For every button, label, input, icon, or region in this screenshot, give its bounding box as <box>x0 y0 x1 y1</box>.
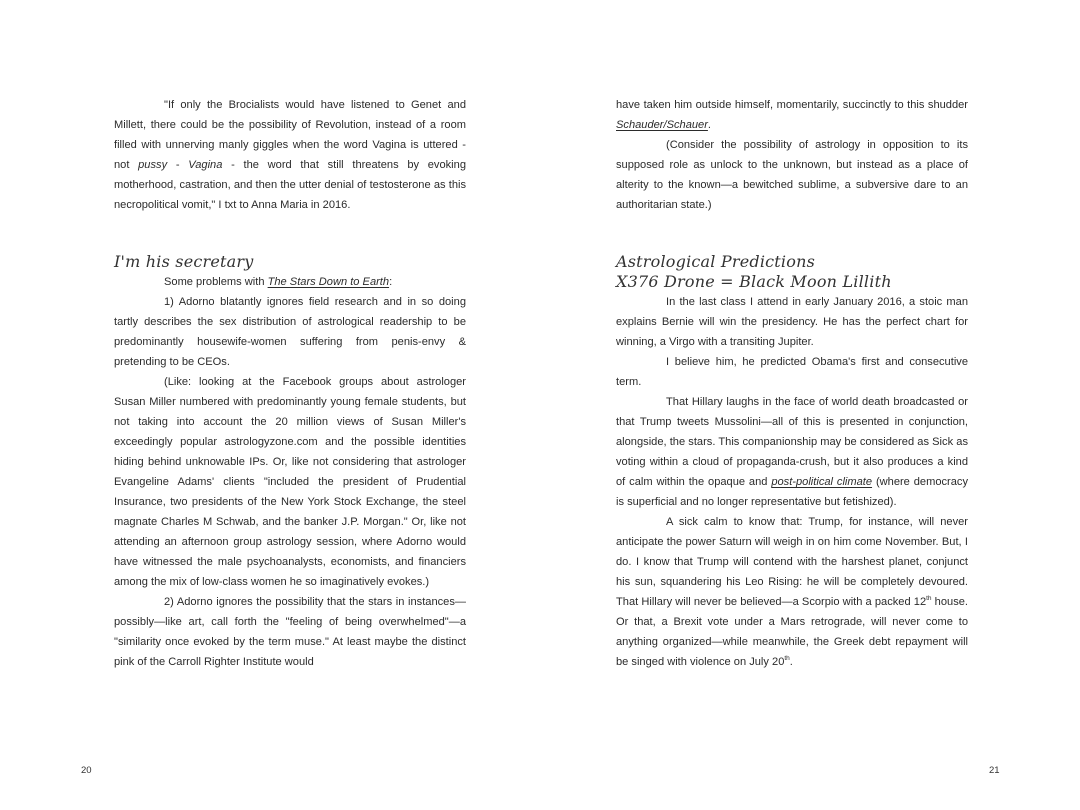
prediction-paragraph-3 <box>616 392 968 512</box>
quote-italic-1: pussy <box>138 159 168 171</box>
aside-paragraph: (Like: looking at the Facebook groups about astrologer Susan Miller numbered with predominantly young female students, but not taking into account the 20 million views of Susan Miller's exceedingly popular astrologyzone.com and the possible identities hiding behind unknowable IPs. Or, like not considering that astrologer Evangeline Adams' clients "included the president of Prudential Insurance, two presidents of the New York Stock Exchange, the steel magnate Charles M Schwab, and the banker J.P. Morgan." Or, like not attending an afternoon group astrology session, where Adorno would have witnessed the male psychoanalysts, economists, and financiers among the mix of low-class women he so imaginatively evokes.) <box>114 376 466 588</box>
page-number-right: 21 <box>989 765 1000 776</box>
left-section <box>114 252 466 672</box>
section-title-line-2: X376 Drone = Black Moon Lillith <box>616 272 892 291</box>
p3-text: (where democracy is superficial and no longer representative but fetishized). <box>616 476 968 508</box>
right-section <box>616 252 968 672</box>
right-page <box>540 0 1080 810</box>
section-title-predictions <box>616 252 968 292</box>
quote-text: "If only the Brocialists would have listened to Genet and Millett, there could be the possibility of Revolution, instead of a room filled with unnerving manly giggles when the word Vagina is uttered - not <box>114 99 466 171</box>
page-number-left: 20 <box>81 765 92 776</box>
p3-text: That Hillary laughs in the face of world death broadcasted or that Trump tweets Mussolini—all of this is presented in conjunction, alongside, the stars. This companionship may be considered as Sick as voting within a cloud of propaganda-crush, but it also produces a kind of calm within the opaque and <box>616 396 968 488</box>
quote-italic-2: Vagina <box>188 159 223 171</box>
ordinal-superscript: th <box>926 595 932 602</box>
section-title-text: I'm his secretary <box>114 252 254 271</box>
book-title-reference: The Stars Down to Earth <box>267 276 390 288</box>
p4-text: . <box>789 656 793 668</box>
quote-text: - the word that still threatens by evoking motherhood, castration, and then the utter denial of testosterone as this necropolitical vomit," I txt to Anna Maria in 2016. <box>114 159 466 211</box>
p4-text: A sick calm to know that: Trump, for instance, will never anticipate the power Saturn will weigh in on him come November. But, I do. I know that Trump will contend with the harshest planet, conjunct his sun, squandering his Leo Rising: he will be completely devoured. That Hillary will never be believed—a Scorpio with a packed 12 <box>616 516 968 608</box>
continuation-paragraph <box>616 95 968 135</box>
consider-paragraph: (Consider the possibility of astrology in opposition to its supposed role as unlock to the unknown, but instead as a place of alterity to the known—a bewitched sublime, a subversive dare to an authoritarian state.) <box>616 139 968 211</box>
prediction-paragraph-2: I believe him, he predicted Obama's first and consecutive term. <box>616 356 968 388</box>
prediction-paragraph-1: In the last class I attend in early January 2016, a stoic man explains Bernie will win the presidency. He has the perfect chart for winning, a Virgo with a transiting Jupiter. <box>616 296 968 348</box>
schauder-reference: Schauder/Schauer <box>616 119 708 131</box>
quote-paragraph <box>114 95 466 215</box>
section-title <box>114 252 466 272</box>
section-title-line-1: Astrological Predictions <box>616 252 815 271</box>
point-one-paragraph: 1) Adorno blatantly ignores field research and in so doing tartly describes the sex distribution of astrological readership to be predominantly housewife-women suffering from penis-envy & pretending to be CEOs. <box>114 296 466 368</box>
intro-paragraph <box>114 272 466 292</box>
quote-text: - <box>167 159 189 171</box>
post-political-reference: post-political climate <box>771 476 873 488</box>
right-top-column <box>616 95 968 215</box>
left-top-column <box>114 95 466 215</box>
ordinal-superscript: th <box>784 655 790 662</box>
prediction-paragraph-4 <box>616 512 968 672</box>
continuation-text: have taken him outside himself, momentarily, succinctly to this shudder <box>616 99 968 111</box>
intro-text: Some problems with <box>164 276 268 288</box>
continuation-text: . <box>707 119 711 131</box>
point-two-paragraph: 2) Adorno ignores the possibility that the stars in instances—possibly—like art, call forth the "feeling of being overwhelmed"—a "similarity once evoked by the term muse." At least maybe the distinct pink of the Carroll Righter Institute would <box>114 596 466 668</box>
intro-text: : <box>389 276 393 288</box>
p4-text: house. Or that, a Brexit vote under a Mars retrograde, will never come to anything organized—while meanwhile, the Greek debt repayment will be singed with violence on July 20 <box>616 596 968 668</box>
